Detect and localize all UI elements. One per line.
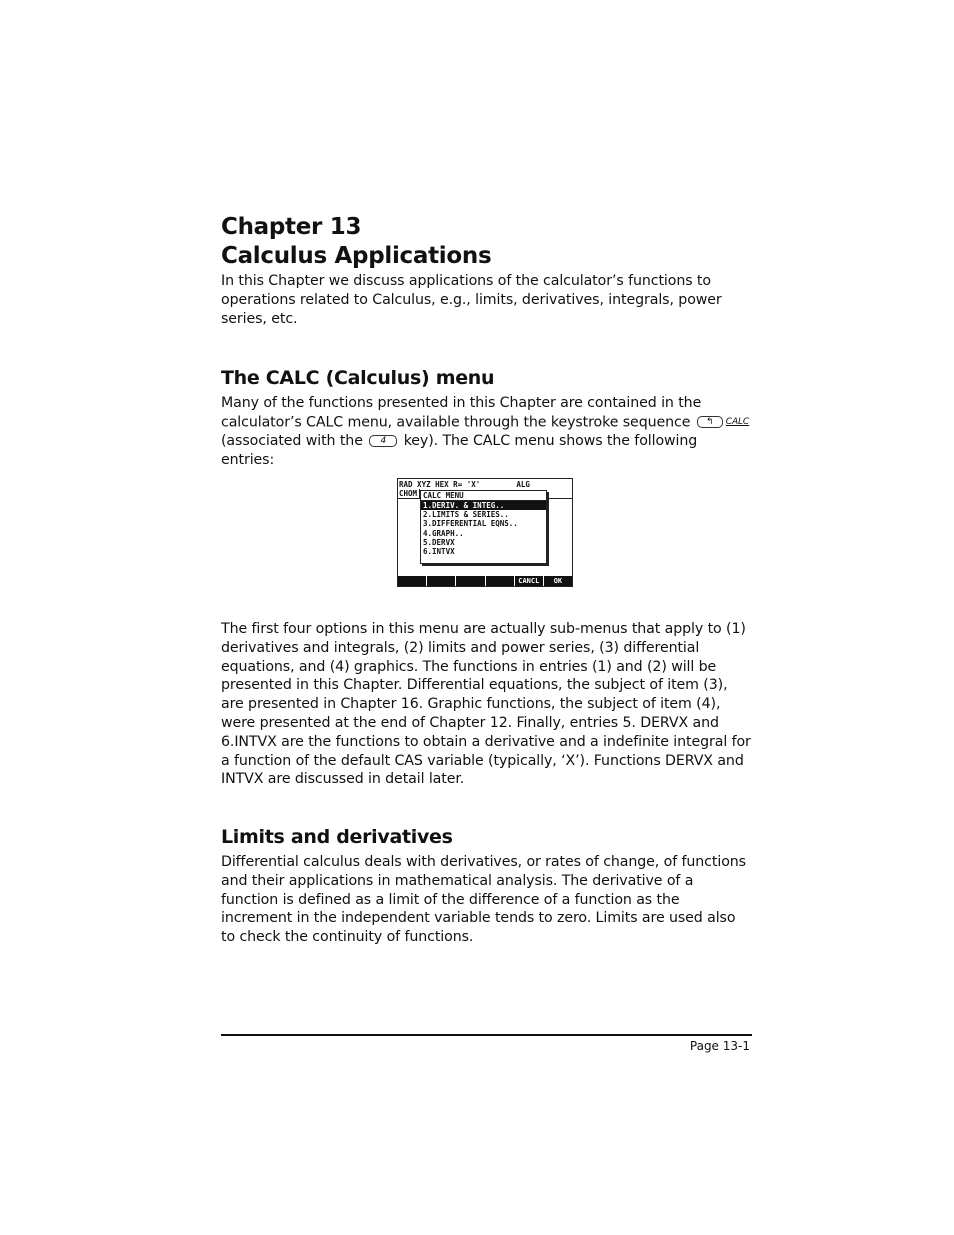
calc-menu-heading: The CALC (Calculus) menu bbox=[221, 367, 495, 389]
status-line-2: CHOM bbox=[399, 489, 418, 498]
menu-item-intvx[interactable]: 6.INTVX bbox=[423, 547, 455, 557]
chapter-name: Calculus Applications bbox=[221, 243, 492, 269]
calc-menu-paragraph bbox=[221, 394, 751, 470]
calc-para-text-3: key). The CALC menu shows the following entries: bbox=[221, 433, 698, 468]
key-4-icon: 4 bbox=[369, 435, 397, 447]
footer-rule bbox=[221, 1034, 752, 1036]
left-shift-key-icon: ↰ bbox=[697, 416, 723, 428]
softkey-2[interactable] bbox=[427, 576, 456, 586]
limits-paragraph: Differential calculus deals with derivatives, or rates of change, of functions and their applications in mathematical analysis. The derivative of a function is defined as a limit of the difference of a function as the increment in the independent variable tends to zero. Limits are used also to check the continuity of functions. bbox=[221, 854, 746, 946]
menu-item-limits-series[interactable]: 2.LIMITS & SERIES.. bbox=[423, 510, 509, 520]
menu-item-differential-eqns[interactable]: 3.DIFFERENTIAL EQNS.. bbox=[423, 519, 518, 529]
calc-para-text-2: (associated with the bbox=[221, 433, 363, 449]
menu-item-dervx[interactable]: 5.DERVX bbox=[423, 537, 455, 547]
menu-item-deriv-integ[interactable]: 1.DERIV. & INTEG.. bbox=[421, 501, 546, 510]
intro-paragraph: In this Chapter we discuss applications of the calculator’s functions to operations related to Calculus, e.g., limits, derivatives, integrals, power series, etc. bbox=[221, 273, 722, 327]
calculator-screenshot bbox=[397, 478, 573, 587]
limits-heading: Limits and derivatives bbox=[221, 826, 453, 848]
softkey-bar bbox=[398, 576, 572, 586]
menu-item-graph[interactable]: 4.GRAPH.. bbox=[423, 528, 464, 538]
softkey-1[interactable] bbox=[398, 576, 427, 586]
page-number: Page 13-1 bbox=[689, 1039, 750, 1053]
calc-para-text-1: Many of the functions presented in this Chapter are contained in the calculator’s CALC menu, available through the keystroke sequence bbox=[221, 395, 702, 431]
chapter-number: Chapter 13 bbox=[221, 214, 362, 240]
calc-menu-title: CALC MENU bbox=[421, 491, 546, 501]
menu-options-paragraph: The first four options in this menu are actually sub-menus that apply to (1) derivatives and integrals, (2) limits and power series, (3) differential equations, and (4) graphics. The functions in entries (1) and (2) will be presented in this Chapter. Differential equations, the subject of item (3), are presented in Chapter 16. Graphic functions, the subject of item (4), were presented at the end of Chapter 12. Finally, entries 5. DERVX and 6.INTVX are the functions to obtain a derivative and a indefinite integral for a function of the default CAS variable (typically, ‘X’). Functions DERVX and INTVX are discussed in detail later. bbox=[221, 621, 751, 788]
status-line-1: RAD XYZ HEX R= 'X' ALG bbox=[399, 480, 530, 489]
ok-softkey[interactable]: OK bbox=[553, 577, 563, 585]
cancel-softkey[interactable]: CANCL bbox=[515, 576, 544, 586]
chapter-title bbox=[221, 213, 491, 271]
calc-menu-dialog bbox=[420, 490, 547, 564]
calc-key-label: CALC bbox=[725, 416, 750, 427]
softkey-3[interactable] bbox=[456, 576, 485, 586]
softkey-4[interactable] bbox=[486, 576, 515, 586]
